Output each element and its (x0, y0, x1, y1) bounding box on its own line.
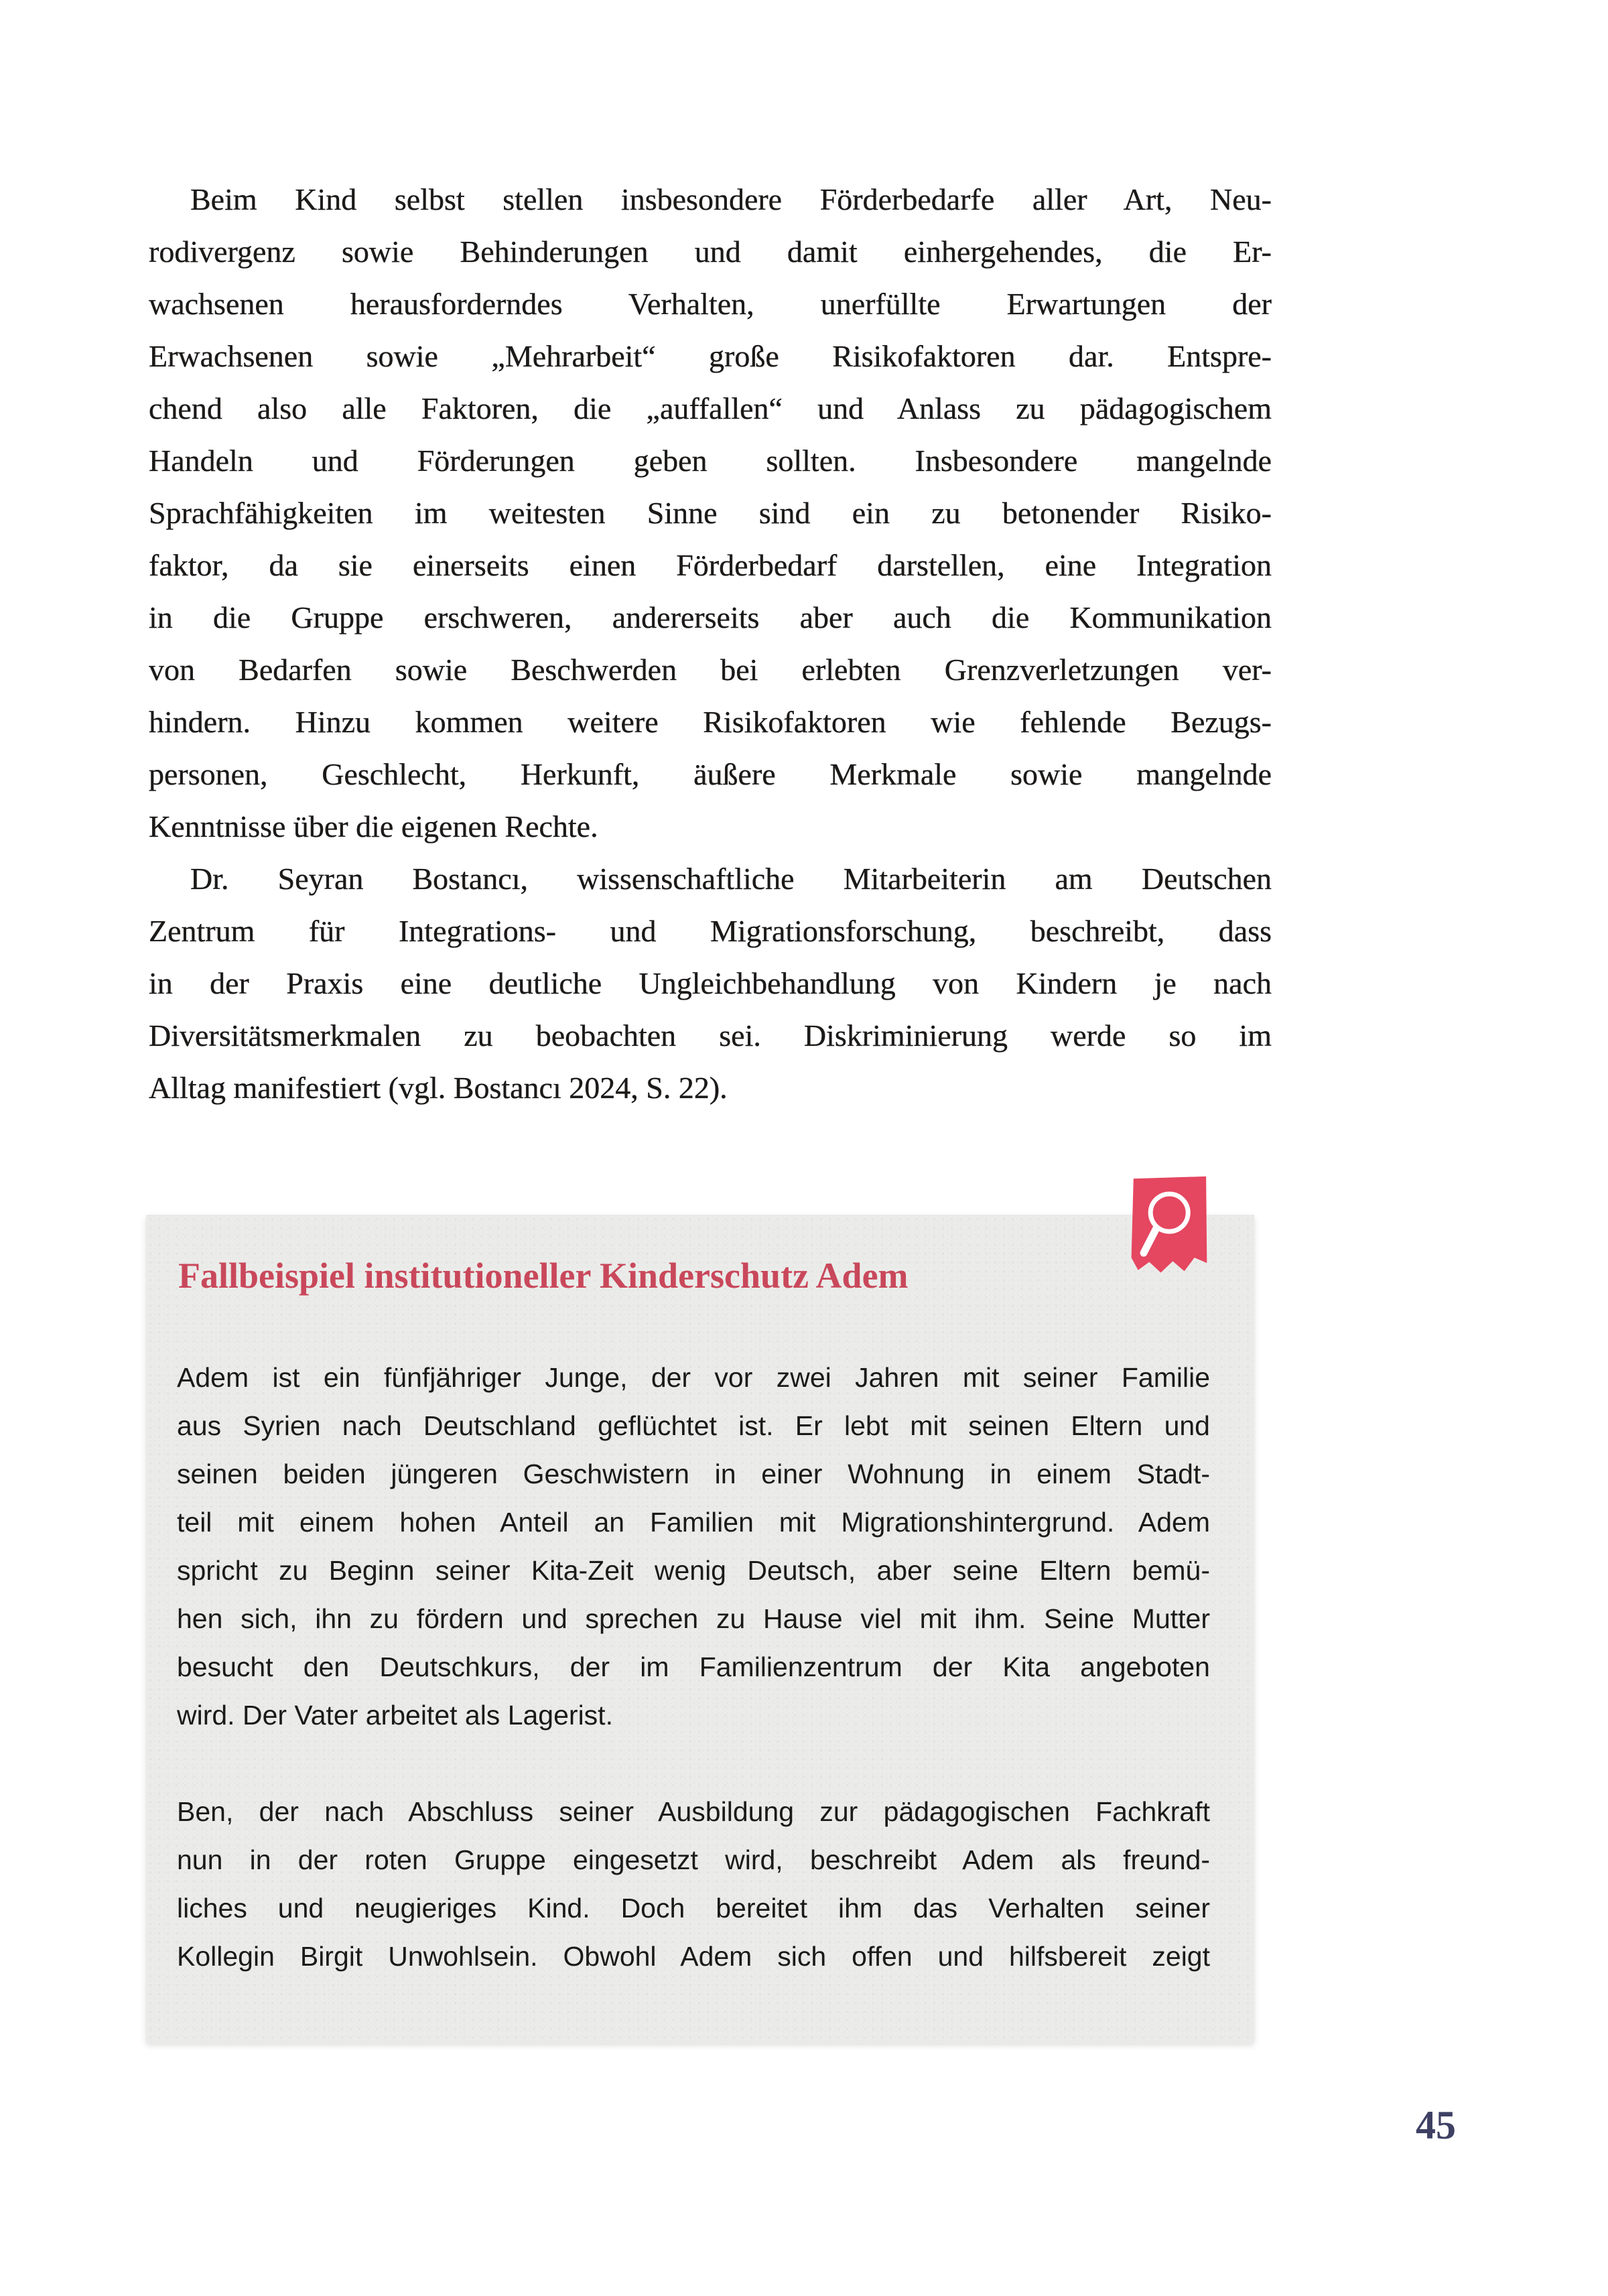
text-line: in die Gruppe erschweren, andererseits aber auch die Kommunikation (149, 600, 1272, 634)
text-line: teil mit einem hohen Anteil an Familien mit Migrationshintergrund. Adem (177, 1507, 1210, 1538)
text-line: Handeln und Förderungen geben sollten. Insbesondere mangelnde (149, 444, 1272, 478)
text-line: hen sich, ihn zu fördern und sprechen zu Hause viel mit ihm. Seine Mutter (177, 1603, 1210, 1634)
body-text (149, 174, 1272, 1114)
text-line: von Bedarfen sowie Beschwerden bei erlebten Grenzverletzungen ver- (149, 653, 1272, 687)
text-line: seinen beiden jüngeren Geschwistern in einer Wohnung in einem Stadt- (177, 1459, 1210, 1489)
case-study-box (146, 1215, 1254, 2043)
text-line: wird. Der Vater arbeitet als Lagerist. (177, 1700, 613, 1731)
text-line: aus Syrien nach Deutschland geflüchtet ist. Er lebt mit seinen Eltern und (177, 1410, 1210, 1441)
magnifier-bookmark-icon (1122, 1170, 1215, 1286)
text-line: liches und neugieriges Kind. Doch bereitet ihm das Verhalten seiner (177, 1893, 1210, 1923)
text-line: besucht den Deutschkurs, der im Familienzentrum der Kita angeboten (177, 1651, 1210, 1682)
text-line: Beim Kind selbst stellen insbesondere Förderbedarfe aller Art, Neu- (190, 182, 1272, 216)
text-line: Diversitätsmerkmalen zu beobachten sei. Diskriminierung werde so im (149, 1018, 1272, 1053)
case-box-title: Fallbeispiel institutioneller Kinderschutz Adem (178, 1256, 909, 1296)
text-line: Zentrum für Integrations- und Migrationsforschung, beschreibt, dass (149, 914, 1272, 948)
text-line: Alltag manifestiert (vgl. Bostancı 2024, S. 22). (149, 1071, 728, 1105)
paragraph (177, 1787, 1210, 1980)
text-line: personen, Geschlecht, Herkunft, äußere Merkmale sowie mangelnde (149, 757, 1272, 791)
text-line: in der Praxis eine deutliche Ungleichbehandlung von Kindern je nach (149, 966, 1272, 1000)
text-line: spricht zu Beginn seiner Kita-Zeit wenig Deutsch, aber seine Eltern bemü- (177, 1555, 1210, 1586)
text-line: Adem ist ein fünfjähriger Junge, der vor zwei Jahren mit seiner Familie (177, 1362, 1210, 1393)
text-line: faktor, da sie einerseits einen Förderbedarf darstellen, eine Integration (149, 548, 1272, 582)
text-line: Dr. Seyran Bostancı, wissenschaftliche Mitarbeiterin am Deutschen (190, 862, 1272, 896)
text-line: Ben, der nach Abschluss seiner Ausbildung zur pädagogischen Fachkraft (177, 1796, 1210, 1827)
text-line: wachsenen herausforderndes Verhalten, unerfüllte Erwartungen der (149, 287, 1272, 321)
paragraph (149, 853, 1272, 1114)
text-line: chend also alle Faktoren, die „auffallen“ und Anlass zu pädagogischem (149, 391, 1272, 425)
text-line: Erwachsenen sowie „Mehrarbeit“ große Risikofaktoren dar. Entspre- (149, 339, 1272, 373)
text-line: Kollegin Birgit Unwohlsein. Obwohl Adem sich offen und hilfsbereit zeigt (177, 1941, 1210, 1972)
paragraph (177, 1353, 1210, 1739)
text-line: Kenntnisse über die eigenen Rechte. (149, 809, 598, 843)
text-line: rodivergenz sowie Behinderungen und damit einhergehendes, die Er- (149, 234, 1272, 269)
text-line: Sprachfähigkeiten im weitesten Sinne sind ein zu betonender Risiko- (149, 496, 1272, 530)
paragraph (149, 174, 1272, 853)
page-number: 45 (1416, 2103, 1456, 2147)
text-line: hindern. Hinzu kommen weitere Risikofaktoren wie fehlende Bezugs- (149, 705, 1272, 739)
case-box-body (177, 1353, 1210, 1980)
text-line: nun in der roten Gruppe eingesetzt wird, beschreibt Adem als freund- (177, 1844, 1210, 1875)
